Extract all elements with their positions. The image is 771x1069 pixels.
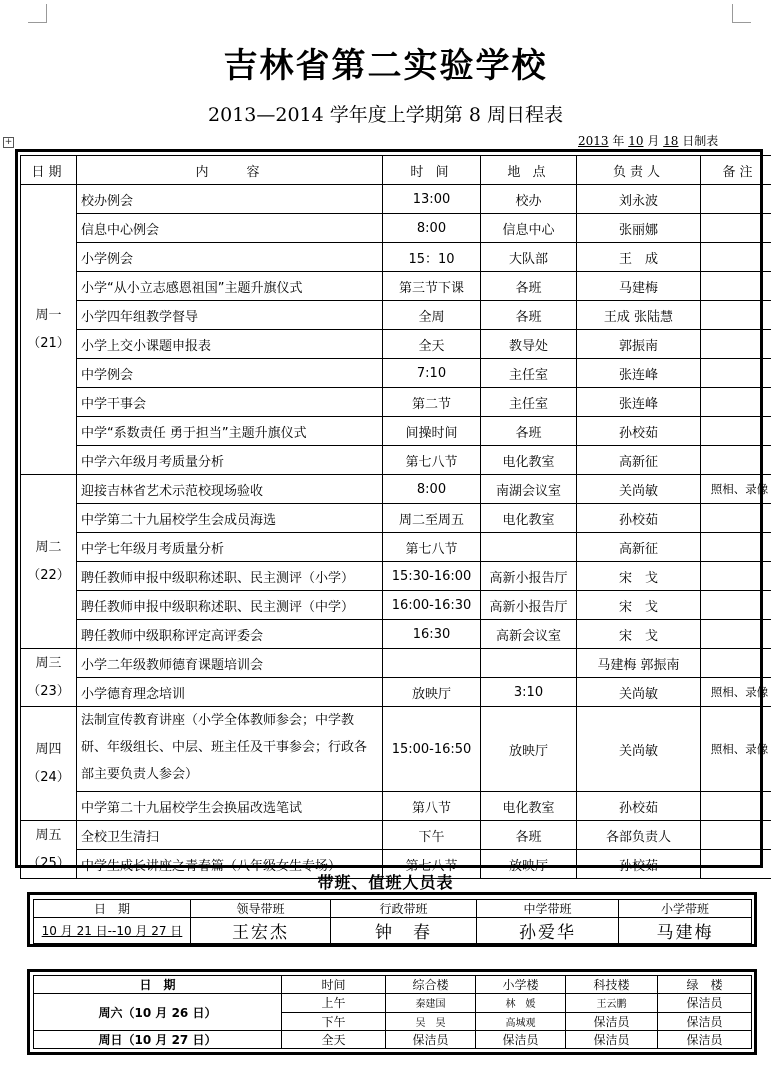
note-cell xyxy=(701,620,771,649)
schedule-row xyxy=(21,591,771,620)
note-cell xyxy=(701,359,771,388)
weekend-cell: 上午 xyxy=(282,994,386,1012)
page-subtitle: 2013—2014 学年度上学期第 8 周日程表 xyxy=(208,104,563,126)
schedule-row xyxy=(21,792,771,821)
day-label: 周三 xyxy=(35,655,62,671)
header-time: 时 间 xyxy=(383,156,481,185)
content-cell: 法制宣传教育讲座（小学全体教师参会；中学教研、年级组长、中层、班主任及干事参会；行政各部主要负责人参会） xyxy=(77,707,383,792)
weekend-cell: 保洁员 xyxy=(476,1030,566,1048)
weekend-cell: 保洁员 xyxy=(566,1012,658,1030)
owner-cell: 关尚敏 xyxy=(577,678,701,707)
owner-cell: 郭振南 xyxy=(577,330,701,359)
schedule-row xyxy=(21,649,771,678)
content-cell: 聘任教师申报中级职称述职、民主测评（小学） xyxy=(77,562,383,591)
duty-header-leader: 领导带班 xyxy=(191,900,331,918)
weekend-header-row xyxy=(34,976,752,994)
place-cell: 各班 xyxy=(481,272,577,301)
place-cell: 电化教室 xyxy=(481,446,577,475)
schedule-row xyxy=(21,620,771,649)
weekend-header-time: 时间 xyxy=(282,976,386,994)
weekend-header-bldg2: 小学楼 xyxy=(476,976,566,994)
duty-header-primary: 小学带班 xyxy=(619,900,752,918)
place-cell: 校办 xyxy=(481,185,577,214)
owner-cell: 宋 戈 xyxy=(577,562,701,591)
weekend-sun-label: 周日（10 月 27 日） xyxy=(34,1030,282,1048)
day-cell xyxy=(21,185,77,475)
content-cell: 小学四年组教学督导 xyxy=(77,301,383,330)
header-owner: 负责人 xyxy=(577,156,701,185)
owner-cell: 张丽娜 xyxy=(577,214,701,243)
duty-header-date: 日 期 xyxy=(34,900,191,918)
owner-cell: 王成 张陆慧 xyxy=(577,301,701,330)
note-cell xyxy=(701,272,771,301)
owner-cell: 王 成 xyxy=(577,243,701,272)
time-cell: 放映厅 xyxy=(383,678,481,707)
content-cell: 小学例会 xyxy=(77,243,383,272)
schedule-row xyxy=(21,504,771,533)
header-note: 备注 xyxy=(701,156,771,185)
duty-title: 带班、值班人员表 xyxy=(317,873,454,892)
header-place: 地 点 xyxy=(481,156,577,185)
content-cell: 校办例会 xyxy=(77,185,383,214)
place-cell: 高新会议室 xyxy=(481,620,577,649)
duty-header-row xyxy=(34,900,752,918)
weekend-cell: 吴 昊 xyxy=(386,1012,476,1030)
note-cell: 照相、录像 xyxy=(701,678,771,707)
schedule-header-row xyxy=(21,156,771,185)
time-cell: 8:00 xyxy=(383,214,481,243)
day-number: （24） xyxy=(27,769,70,785)
weekend-cell: 保洁员 xyxy=(658,1030,752,1048)
weekend-table xyxy=(33,975,752,1049)
duty-admin: 钟 春 xyxy=(331,918,477,944)
place-cell: 3:10 xyxy=(481,678,577,707)
schedule-row xyxy=(21,562,771,591)
schedule-row xyxy=(21,272,771,301)
owner-cell: 马建梅 郭振南 xyxy=(577,649,701,678)
weekend-cell: 保洁员 xyxy=(566,1030,658,1048)
time-cell: 全天 xyxy=(383,330,481,359)
note-cell xyxy=(701,330,771,359)
schedule-row xyxy=(21,301,771,330)
schedule-row xyxy=(21,821,771,850)
time-cell: 第三节下课 xyxy=(383,272,481,301)
day-number: （23） xyxy=(27,683,70,699)
schedule-row xyxy=(21,533,771,562)
content-cell: 迎接吉林省艺术示范校现场验收 xyxy=(77,475,383,504)
place-cell: 电化教室 xyxy=(481,504,577,533)
content-cell: 小学德育理念培训 xyxy=(77,678,383,707)
schedule-row xyxy=(21,359,771,388)
day-label: 周五 xyxy=(35,827,62,843)
weekend-cell: 高城观 xyxy=(476,1012,566,1030)
time-cell: 15：10 xyxy=(383,243,481,272)
duty-header-admin: 行政带班 xyxy=(331,900,477,918)
content-cell: 小学上交小课题申报表 xyxy=(77,330,383,359)
note-cell xyxy=(701,243,771,272)
time-cell: 15:00-16:50 xyxy=(383,707,481,792)
content-cell: 中学六年级月考质量分析 xyxy=(77,446,383,475)
place-cell: 南湖会议室 xyxy=(481,475,577,504)
weekend-cell: 王云鹏 xyxy=(566,994,658,1012)
weekend-cell: 下午 xyxy=(282,1012,386,1030)
owner-cell: 孙校茹 xyxy=(577,792,701,821)
content-cell: 聘任教师中级职称评定高评委会 xyxy=(77,620,383,649)
time-cell: 第八节 xyxy=(383,792,481,821)
weekend-header-bldg4: 绿 楼 xyxy=(658,976,752,994)
content-cell: 中学七年级月考质量分析 xyxy=(77,533,383,562)
content-cell: 中学第二十九届校学生会换届改选笔试 xyxy=(77,792,383,821)
owner-cell: 马建梅 xyxy=(577,272,701,301)
day-cell xyxy=(21,475,77,649)
time-cell: 第七八节 xyxy=(383,850,481,879)
content-cell: 信息中心例会 xyxy=(77,214,383,243)
weekend-row xyxy=(34,1030,752,1048)
time-cell: 下午 xyxy=(383,821,481,850)
content-cell: 全校卫生清扫 xyxy=(77,821,383,850)
note-cell xyxy=(701,792,771,821)
owner-cell: 关尚敏 xyxy=(577,475,701,504)
owner-cell: 各部负责人 xyxy=(577,821,701,850)
weekend-header-date: 日 期 xyxy=(34,976,282,994)
note-cell xyxy=(701,417,771,446)
weekend-cell: 保洁员 xyxy=(658,1012,752,1030)
header-content: 内 容 xyxy=(77,156,383,185)
owner-cell: 宋 戈 xyxy=(577,620,701,649)
day-label: 周四 xyxy=(35,741,62,757)
weekend-header-bldg3: 科技楼 xyxy=(566,976,658,994)
day-number: （22） xyxy=(27,567,70,583)
table-move-handle-icon[interactable]: + xyxy=(4,137,13,147)
place-cell: 主任室 xyxy=(481,359,577,388)
note-cell xyxy=(701,533,771,562)
time-cell: 第七八节 xyxy=(383,446,481,475)
schedule-row xyxy=(21,678,771,707)
content-cell: 聘任教师申报中级职称述职、民主测评（中学） xyxy=(77,591,383,620)
time-cell: 全周 xyxy=(383,301,481,330)
place-cell: 放映厅 xyxy=(481,850,577,879)
content-cell: 小学“从小立志感恩祖国”主题升旗仪式 xyxy=(77,272,383,301)
schedule-table xyxy=(20,155,771,879)
page-corner-mark xyxy=(28,4,47,23)
weekend-cell: 保洁员 xyxy=(386,1030,476,1048)
weekend-sat-label: 周六（10 月 26 日） xyxy=(34,994,282,1031)
place-cell: 主任室 xyxy=(481,388,577,417)
owner-cell: 孙校茹 xyxy=(577,504,701,533)
duty-row xyxy=(34,918,752,944)
owner-cell: 孙校茹 xyxy=(577,417,701,446)
place-cell: 高新小报告厅 xyxy=(481,562,577,591)
note-cell: 照相、录像 xyxy=(701,475,771,504)
weekend-header-bldg1: 综合楼 xyxy=(386,976,476,994)
day-label: 周二 xyxy=(35,539,62,555)
schedule-row xyxy=(21,330,771,359)
time-cell: 16:30 xyxy=(383,620,481,649)
schedule-row xyxy=(21,446,771,475)
place-cell xyxy=(481,533,577,562)
day-cell xyxy=(21,707,77,821)
note-cell xyxy=(701,214,771,243)
weekend-row xyxy=(34,994,752,1012)
owner-cell: 宋 戈 xyxy=(577,591,701,620)
time-cell: 周二至周五 xyxy=(383,504,481,533)
note-cell xyxy=(701,649,771,678)
owner-cell: 刘永波 xyxy=(577,185,701,214)
place-cell: 高新小报告厅 xyxy=(481,591,577,620)
owner-cell: 高新征 xyxy=(577,533,701,562)
duty-date: 10 月 21 日--10 月 27 日 xyxy=(34,918,191,944)
place-cell: 各班 xyxy=(481,301,577,330)
place-cell: 放映厅 xyxy=(481,707,577,792)
place-cell: 电化教室 xyxy=(481,792,577,821)
place-cell: 教导处 xyxy=(481,330,577,359)
time-cell: 间操时间 xyxy=(383,417,481,446)
time-cell: 15:30-16:00 xyxy=(383,562,481,591)
time-cell xyxy=(383,649,481,678)
schedule-row xyxy=(21,388,771,417)
place-cell: 信息中心 xyxy=(481,214,577,243)
owner-cell: 关尚敏 xyxy=(577,707,701,792)
place-cell xyxy=(481,649,577,678)
schedule-row xyxy=(21,707,771,792)
note-cell xyxy=(701,446,771,475)
weekend-cell: 保洁员 xyxy=(658,994,752,1012)
note-cell xyxy=(701,591,771,620)
content-cell: 中学例会 xyxy=(77,359,383,388)
schedule-row xyxy=(21,243,771,272)
note-cell xyxy=(701,185,771,214)
content-cell: 中学生成长讲座之青春篇（八年级女生专场） xyxy=(77,850,383,879)
note-cell xyxy=(701,504,771,533)
day-number: （25） xyxy=(27,855,70,871)
content-cell: 中学干事会 xyxy=(77,388,383,417)
owner-cell: 高新征 xyxy=(577,446,701,475)
schedule-row xyxy=(21,185,771,214)
schedule-row xyxy=(21,214,771,243)
content-cell: 小学二年级教师德育课题培训会 xyxy=(77,649,383,678)
time-cell: 7:10 xyxy=(383,359,481,388)
duty-table xyxy=(33,899,752,944)
owner-cell: 孙校茹 xyxy=(577,850,701,879)
weekend-cell: 全天 xyxy=(282,1030,386,1048)
note-cell xyxy=(701,388,771,417)
duty-leader: 王宏杰 xyxy=(191,918,331,944)
content-cell: 中学“系数责任 勇于担当”主题升旗仪式 xyxy=(77,417,383,446)
day-cell xyxy=(21,649,77,707)
owner-cell: 张连峰 xyxy=(577,388,701,417)
time-cell: 13:00 xyxy=(383,185,481,214)
page-title: 吉林省第二实验学校 xyxy=(223,46,548,86)
schedule-row xyxy=(21,417,771,446)
time-cell: 8:00 xyxy=(383,475,481,504)
content-cell: 中学第二十九届校学生会成员海选 xyxy=(77,504,383,533)
time-cell: 第七八节 xyxy=(383,533,481,562)
duty-header-middle: 中学带班 xyxy=(477,900,619,918)
place-cell: 各班 xyxy=(481,821,577,850)
weekend-cell: 林 媛 xyxy=(476,994,566,1012)
day-label: 周一 xyxy=(35,307,62,323)
time-cell: 第二节 xyxy=(383,388,481,417)
place-cell: 大队部 xyxy=(481,243,577,272)
duty-primary: 马建梅 xyxy=(619,918,752,944)
place-cell: 各班 xyxy=(481,417,577,446)
owner-cell: 张连峰 xyxy=(577,359,701,388)
duty-middle: 孙爱华 xyxy=(477,918,619,944)
time-cell: 16:00-16:30 xyxy=(383,591,481,620)
note-cell xyxy=(701,301,771,330)
made-date: 2013 年 10 月 18 日制表 xyxy=(578,134,719,148)
day-number: （21） xyxy=(27,335,70,351)
schedule-row xyxy=(21,475,771,504)
header-date: 日期 xyxy=(21,156,77,185)
weekend-cell: 秦建国 xyxy=(386,994,476,1012)
note-cell: 照相、录像 xyxy=(701,707,771,792)
note-cell xyxy=(701,821,771,850)
page-corner-mark xyxy=(732,4,751,23)
note-cell xyxy=(701,562,771,591)
